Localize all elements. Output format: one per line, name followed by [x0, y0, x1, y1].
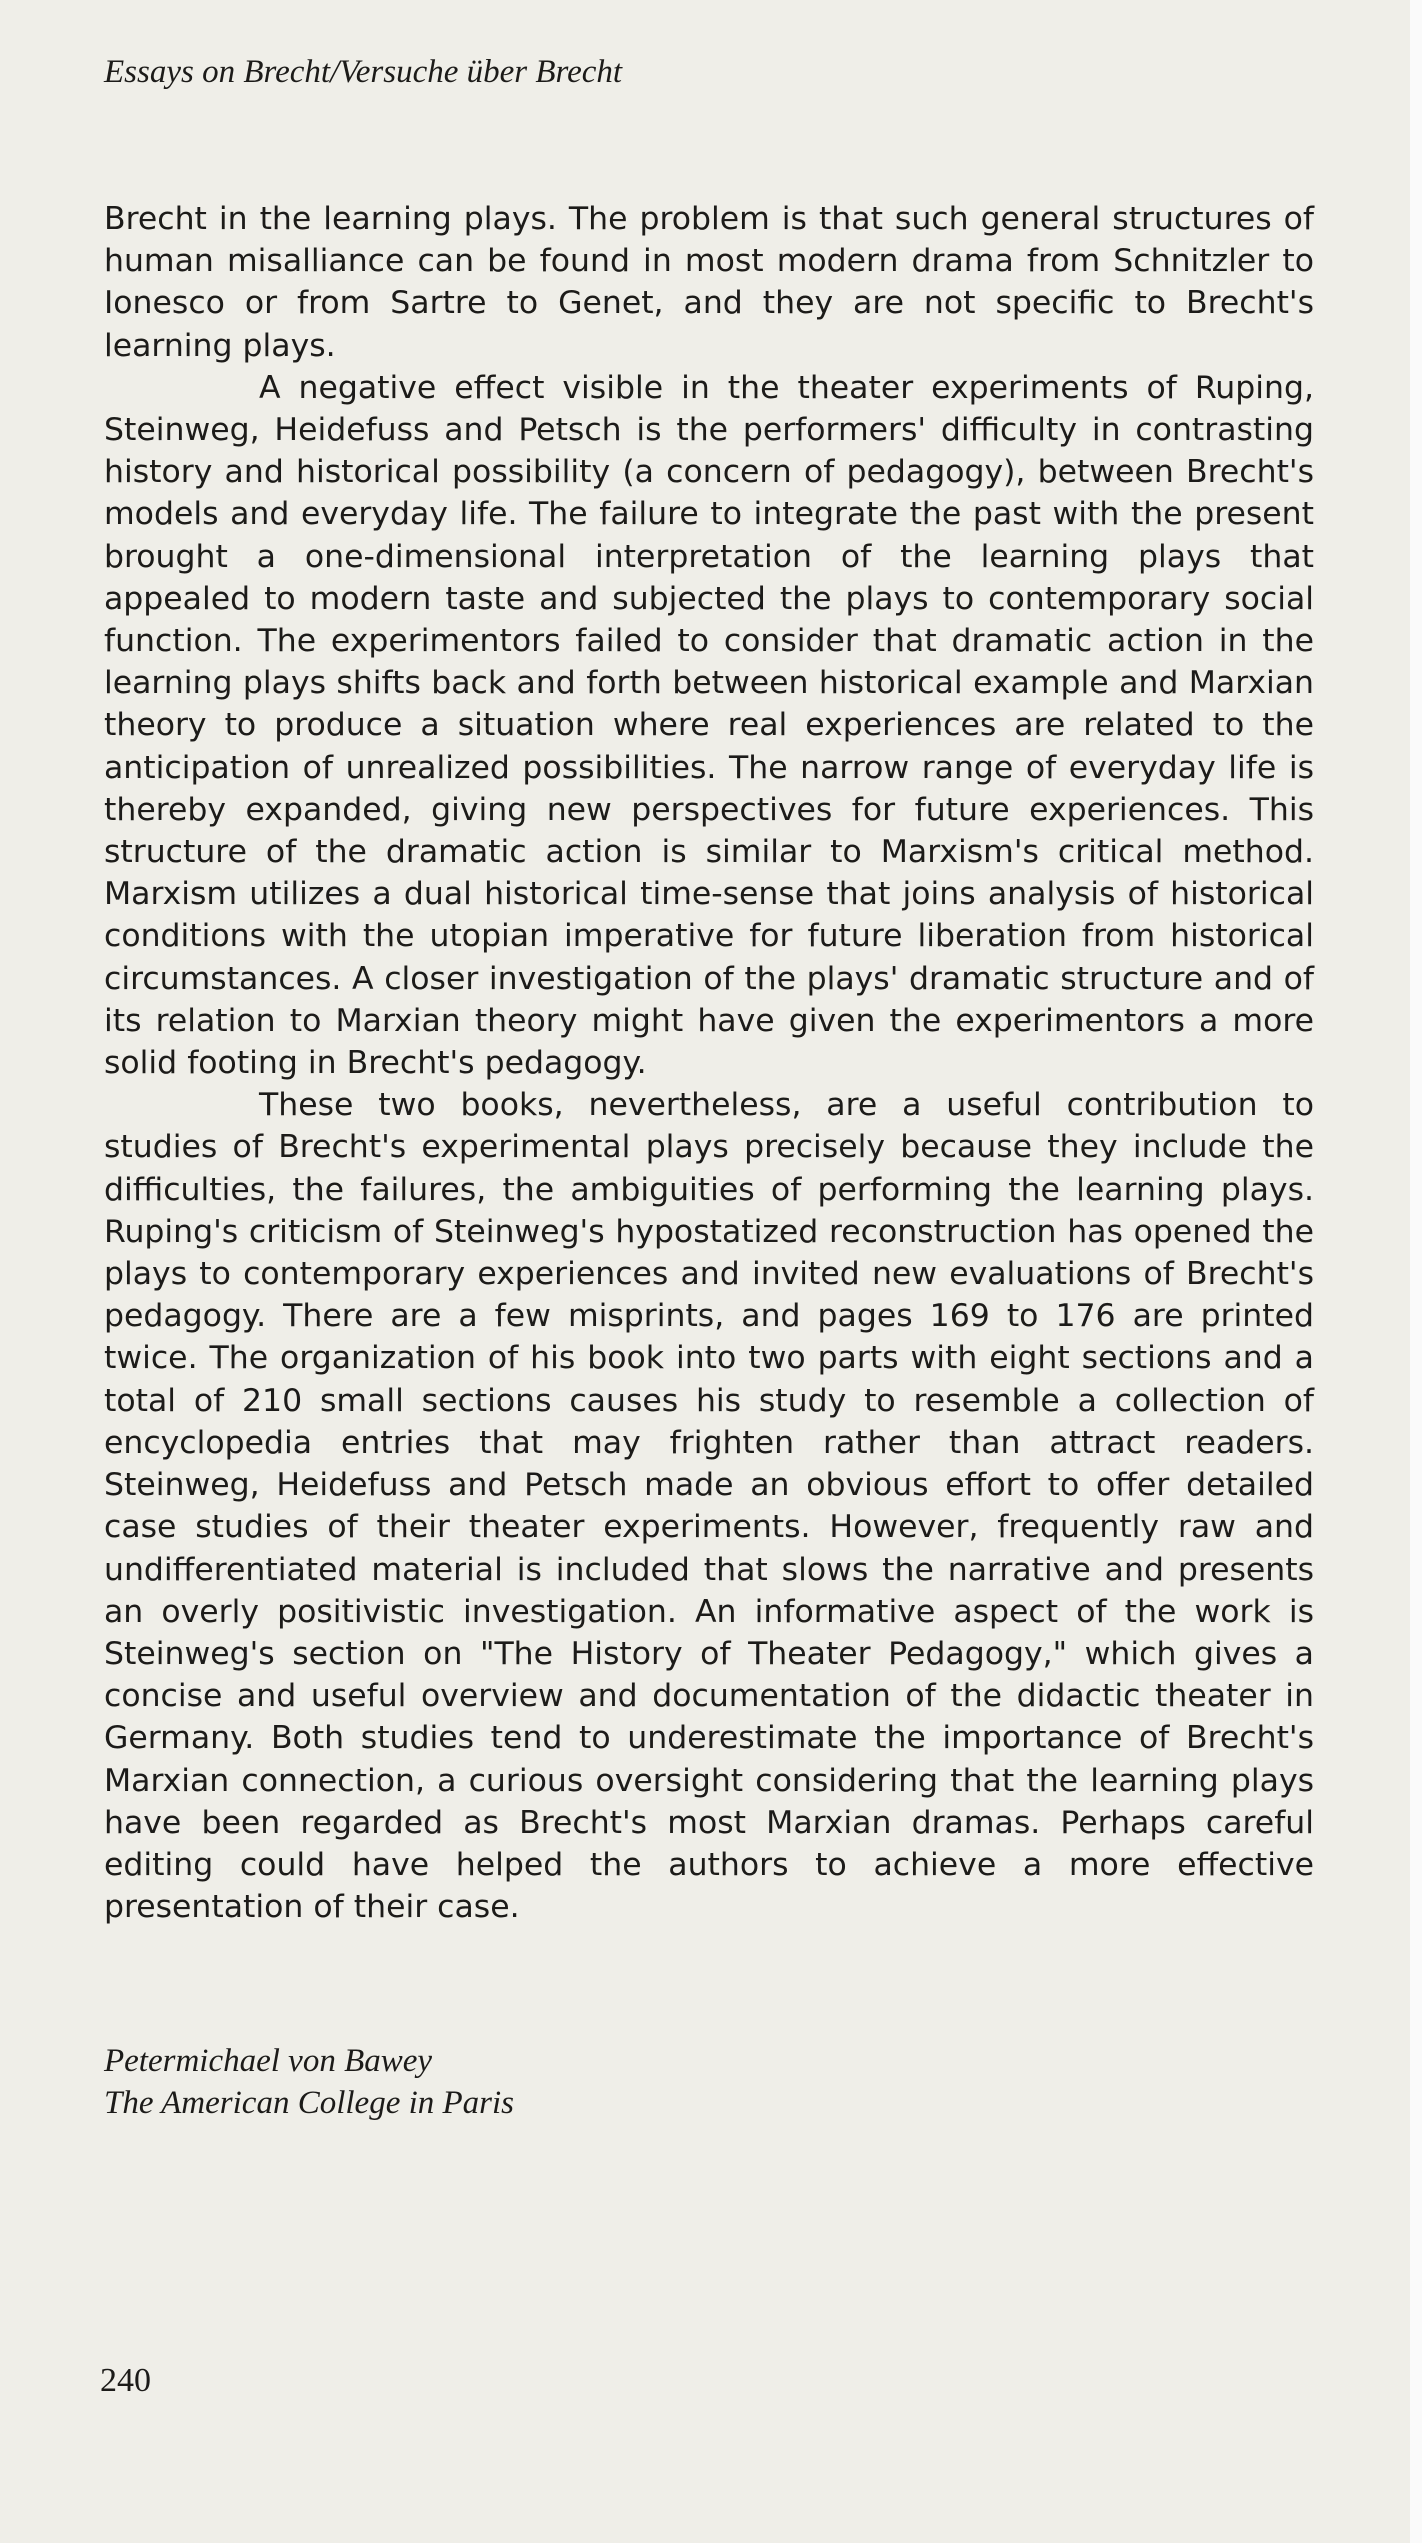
reviewer-name: Petermichael von Bawey	[104, 2043, 433, 2079]
running-head: Essays on Brecht/Versuche über Brecht	[104, 54, 623, 90]
reviewer-signature	[104, 2040, 514, 2124]
review-body	[104, 198, 1314, 1928]
scan-edge	[1410, 0, 1422, 2543]
page-number: 240	[100, 2362, 151, 2399]
reviewer-affiliation: The American College in Paris	[104, 2085, 515, 2121]
paragraph: A negative effect visible in the theater experiments of Ruping, Steinweg, Heidefuss and Petsch is the performers' difficulty in contrasting history and historical possibility (a concern of pedagogy), between Brecht's models and everyday life. The failure to integrate the past with the present brought a one-dimensional interpretation of the learning plays that appealed to modern taste and subjected the plays to contemporary social function. The experimentors failed to consider that dramatic action in the learning plays shifts back and forth between historical example and Marxian theory to produce a situation where real experiences are related to the anticipation of unrealized possibilities. The narrow range of everyday life is thereby expanded, giving new perspectives for future experiences. This structure of the dramatic action is similar to Marxism's critical method. Marxism utilizes a dual historical time-sense that joins analysis of historical conditions with the utopian imperative for future liberation from historical circumstances. A closer investigation of the plays' dramatic structure and of its relation to Marxian theory might have given the experimentors a more solid footing in Brecht's pedagogy.	[104, 369, 1314, 1082]
paragraph: These two books, nevertheless, are a useful contribution to studies of Brecht's experimental plays precisely because they include the difficulties, the failures, the ambiguities of performing the learning plays. Ruping's criticism of Steinweg's hypostatized reconstruction has opened the plays to contemporary experiences and invited new evaluations of Brecht's pedagogy. There are a few misprints, and pages 169 to 176 are printed twice. The organization of his book into two parts with eight sections and a total of 210 small sections causes his study to resemble a collection of encyclopedia entries that may frighten rather than attract readers. Steinweg, Heidefuss and Petsch made an obvious effort to offer detailed case studies of their theater experiments. However, frequently raw and undifferentiated material is included that slows the narrative and presents an overly positivistic investigation. An informative aspect of the work is Steinweg's section on "The History of Theater Pedagogy," which gives a concise and useful overview and documentation of the didactic theater in Germany. Both studies tend to underestimate the importance of Brecht's Marxian connection, a curious oversight considering that the learning plays have been regarded as Brecht's most Marxian dramas. Perhaps careful editing could have helped the authors to achieve a more effective presentation of their case.	[104, 1087, 1314, 1926]
paragraph: Brecht in the learning plays. The problem is that such general structures of human misalliance can be found in most modern drama from Schnitzler to Ionesco or from Sartre to Genet, and they are not specific to Brecht's learning plays.	[104, 201, 1314, 364]
